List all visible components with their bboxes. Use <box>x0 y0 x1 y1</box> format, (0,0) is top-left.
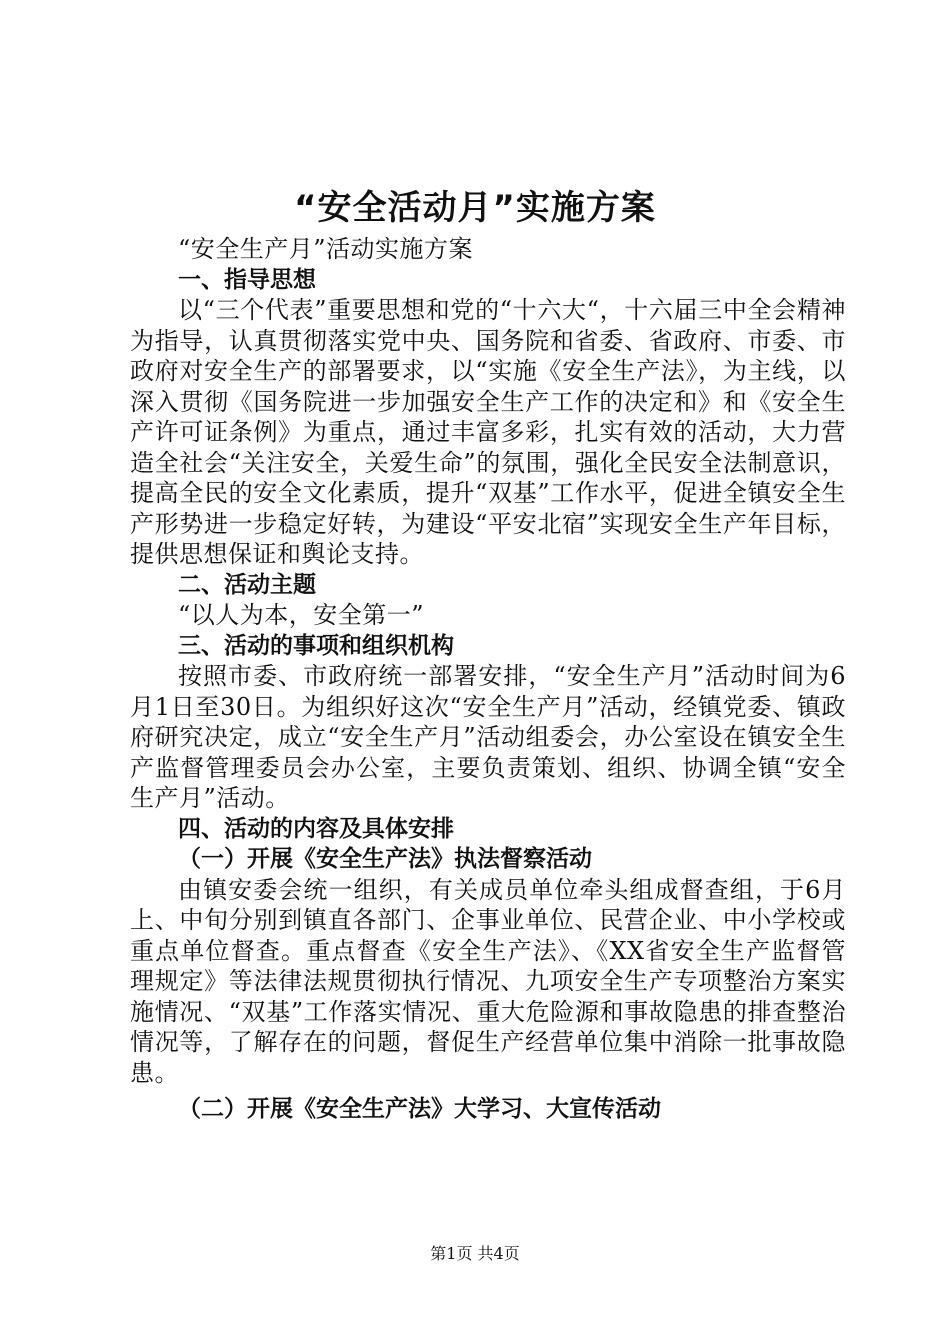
section-heading-2: 二、活动主题 <box>178 571 316 598</box>
subsection-heading-2: （二）开展《安全生产法》大学习、大宣传活动 <box>178 1096 661 1122</box>
section-heading-4: 四、活动的内容及具体安排 <box>178 815 454 842</box>
body-paragraph-organization: 按照市委、市政府统一部署安排，“安全生产月”活动时间为6月1日至30日。为组织好这次“安全生产月”活动，经镇党委、镇政府研究决定，成立“安全生产月”活动组委会，办公室设在镇安全生产监督管理委员会办公室，主要负责策划、组织、协调全镇“安全生产月”活动。 <box>130 662 846 812</box>
document-title: “安全活动月”实施方案 <box>294 188 656 228</box>
body-paragraph-theme: “以人为本，安全第一” <box>178 601 425 629</box>
subtitle-paragraph: “安全生产月”活动实施方案 <box>178 235 474 263</box>
document-body <box>130 234 846 1125</box>
body-paragraph-inspection: 由镇安委会统一组织，有关成员单位牵头组成督查组，于6月上、中旬分别到镇直各部门、企事业单位、民营企业、中小学校或重点单位督查。重点督查《安全生产法》、《XX省安全生产监督管理规定》等法律法规贯彻执行情况、九项安全生产专项整治方案实施情况、“双基”工作落实情况、重大危险源和事故隐患的排查整治情况等，了解存在的问题，督促生产经营单位集中消除一批事故隐患。 <box>130 875 846 1087</box>
section-heading-1: 一、指导思想 <box>178 266 316 293</box>
page-footer: 第1页 共4页 <box>430 1244 520 1263</box>
subsection-heading-1: （一）开展《安全生产法》执法督察活动 <box>178 846 592 872</box>
body-paragraph-guiding-thought: 以“三个代表”重要思想和党的“十六大“，十六届三中全会精神为指导，认真贯彻落实党中央、国务院和省委、省政府、市委、市政府对安全生产的部署要求，以“实施《安全生产法》，为主线，以深入贯彻《国务院进一步加强安全生产工作的决定和》和《安全生产许可证条例》为重点，通过丰富多彩，扎实有效的活动，大力营造全社会“关注安全，关爱生命”的氛围，强化全民安全法制意识，提高全民的安全文化素质，提升“双基”工作水平，促进全镇安全生产形势进一步稳定好转，为建设“平安北宿”实现安全生产年目标，提供思想保证和舆论支持。 <box>130 296 846 568</box>
section-heading-3: 三、活动的事项和组织机构 <box>178 632 454 659</box>
